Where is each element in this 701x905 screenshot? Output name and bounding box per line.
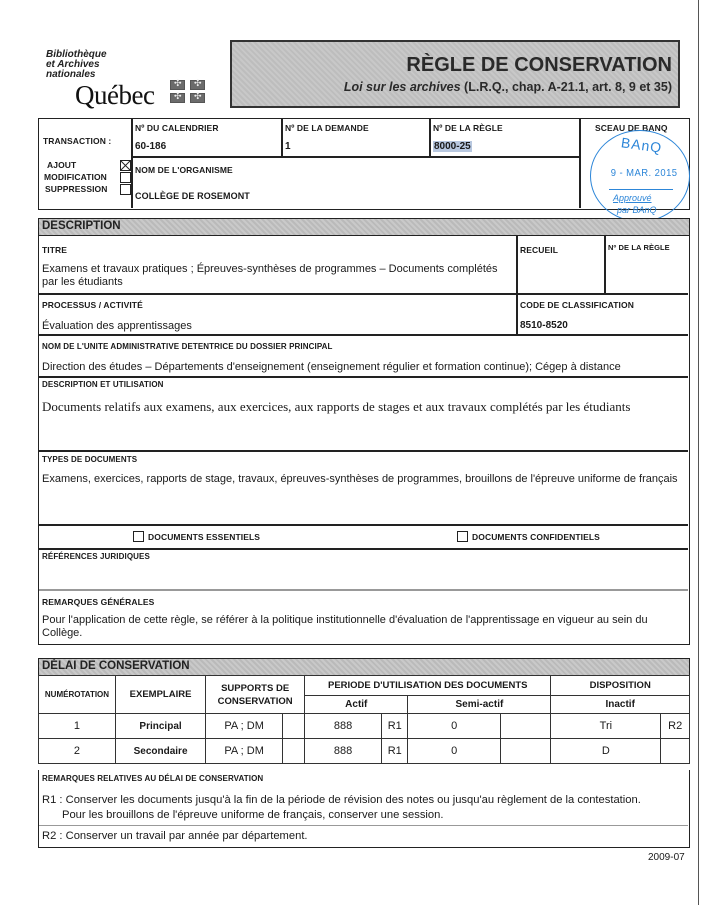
titre-value[interactable]: Examens et travaux pratiques ; Épreuves-synthèses de programmes – Documents complétés par les étudiants [42,263,498,288]
organisme-value[interactable]: COLLÈGE DE ROSEMONT [135,191,250,201]
logo-line-1: Bibliothèque [46,49,107,60]
banq-approval-stamp [590,130,690,222]
header-inactif: Inactif [551,696,690,714]
page-title: RÈGLE DE CONSERVATION [406,54,672,76]
row-supports-note [283,739,305,764]
description-box [38,235,690,645]
row-inactif: Tri [551,714,661,739]
transaction-label: TRANSACTION : [43,136,112,146]
types-documents-label: TYPES DE DOCUMENTS [42,455,138,464]
row-supports-note [283,714,305,739]
titre-label: TITRE [42,245,68,255]
modification-checkbox[interactable] [120,172,131,183]
row-inactif-note [661,739,690,764]
header-actif: Actif [305,696,408,714]
row-actif: 888 [305,739,382,764]
remarques-generales-value[interactable]: Pour l'application de cette règle, se référer à la politique institutionnelle d'évaluation de l'apprentissage en vigueur au sein du Collège. [42,614,648,639]
row-actif-note: R1 [382,714,408,739]
header-disposition: DISPOSITION [551,676,690,696]
table-row [39,739,690,764]
stamp-by: par BAnQ [617,205,657,215]
demande-label: Nº DE LA DEMANDE [285,123,369,133]
remarque-r1-line2: Pour les brouillons de l'épreuve uniforme de français, conserver une session. [62,809,444,821]
confidentiels-checkbox[interactable] [457,531,468,542]
option-ajout-label: AJOUT [47,160,77,170]
stamp-title: BAnQ [620,134,664,156]
option-ajout [47,159,131,171]
row-inactif-note: R2 [661,714,690,739]
no-regle-label: Nº DE LA RÈGLE [608,243,670,252]
remarques-generales-label: REMARQUES GÉNÉRALES [42,597,155,607]
row-semi-note [500,739,551,764]
desc-utilisation-label: DESCRIPTION ET UTILISATION [42,380,164,389]
row-num: 2 [39,739,116,764]
title-box [230,40,680,108]
row-supports: PA ; DM [206,739,283,764]
row-supports: PA ; DM [206,714,283,739]
references-label: RÉFÉRENCES JURIDIQUES [42,552,150,561]
row-num: 1 [39,714,116,739]
header-numerotation: NUMÉROTATION [39,676,116,714]
confidentiels-label: DOCUMENTS CONFIDENTIELS [472,531,600,542]
remarque-r1-line1: R1 : Conserver les documents jusqu'à la fin de la période de révision des notes ou jusqu'au règlement de la contestation. [42,794,641,806]
row-semi-note [500,714,551,739]
header-exemplaire: EXEMPLAIRE [115,676,205,714]
form-version: 2009-07 [648,852,685,863]
logo-line-3: nationales [46,69,96,80]
law-name: Loi sur les archives [343,80,461,94]
banq-logo-text [46,50,107,80]
quebec-flag-icon [170,80,210,106]
row-actif: 888 [305,714,382,739]
table-row [39,714,690,739]
retention-table [38,675,690,764]
regle-label: Nº DE LA RÈGLE [433,123,503,133]
confidentiels-option [457,531,600,542]
row-exemplaire: Secondaire [115,739,205,764]
option-suppression-label: SUPPRESSION [45,184,108,194]
option-modification-label: MODIFICATION [44,172,107,182]
delai-section-header: DÉLAI DE CONSERVATION [38,658,690,676]
processus-value[interactable]: Évaluation des apprentissages [42,320,192,332]
types-documents-value[interactable]: Examens, exercices, rapports de stage, travaux, épreuves-synthèses de programmes, brouillons de l'épreuve uniforme de français [42,473,678,485]
row-actif-note: R1 [382,739,408,764]
organisme-label: NOM DE L'ORGANISME [135,165,233,175]
recueil-label: RECUEIL [520,245,559,255]
law-reference: (L.R.Q., chap. A-21.1, art. 8, 9 et 35) [460,80,672,94]
logo-line-2: et Archives [46,59,100,70]
page-subtitle [344,80,672,94]
stamp-date: 9 - MAR. 2015 [610,167,678,179]
desc-utilisation-value[interactable]: Documents relatifs aux examens, aux exercices, aux rapports de stages et aux travaux complétés par les étudiants [42,399,631,414]
quebec-wordmark: Québec [75,80,155,110]
unite-label: NOM DE L'UNITE ADMINISTRATIVE DETENTRICE DU DOSSIER PRINCIPAL [42,342,333,351]
calendrier-label: Nº DU CALENDRIER [135,123,219,133]
row-inactif: D [551,739,661,764]
row-semi-actif: 0 [408,714,500,739]
remarque-r2: R2 : Conserver un travail par année par département. [42,830,308,842]
unite-value[interactable]: Direction des études – Départements d'enseignement (enseignement régulier et formation continue); Cégep à distance [42,361,621,373]
page-edge [698,0,699,905]
essentiels-label: DOCUMENTS ESSENTIELS [148,531,261,542]
row-semi-actif: 0 [408,739,500,764]
calendrier-value[interactable]: 60-186 [135,141,167,152]
stamp-approved: Approuvé [613,193,652,203]
code-classification-value[interactable]: 8510-8520 [520,320,568,331]
header-semi-actif: Semi-actif [408,696,551,714]
essentiels-option [133,531,260,542]
stamp-divider [609,189,673,190]
ajout-checkbox[interactable] [120,160,131,171]
description-section-header: DESCRIPTION [38,218,690,236]
processus-label: PROCESSUS / ACTIVITÉ [42,300,143,310]
header-periode: PERIODE D'UTILISATION DES DOCUMENTS [305,676,551,696]
suppression-checkbox[interactable] [120,184,131,195]
delai-remarques-box [38,770,690,848]
option-modification [44,171,131,183]
option-suppression [45,183,131,195]
regle-value[interactable]: 8000-25 [434,141,471,152]
demande-value[interactable]: 1 [285,141,291,152]
row-exemplaire: Principal [115,714,205,739]
header-supports: SUPPORTS DE CONSERVATION [206,676,305,714]
transaction-options [44,159,131,195]
code-classification-label: CODE DE CLASSIFICATION [520,300,634,310]
sceau-label: SCEAU DE BANQ [595,123,668,133]
essentiels-checkbox[interactable] [133,531,144,542]
delai-remarques-label: REMARQUES RELATIVES AU DÉLAI DE CONSERVATION [42,774,264,783]
